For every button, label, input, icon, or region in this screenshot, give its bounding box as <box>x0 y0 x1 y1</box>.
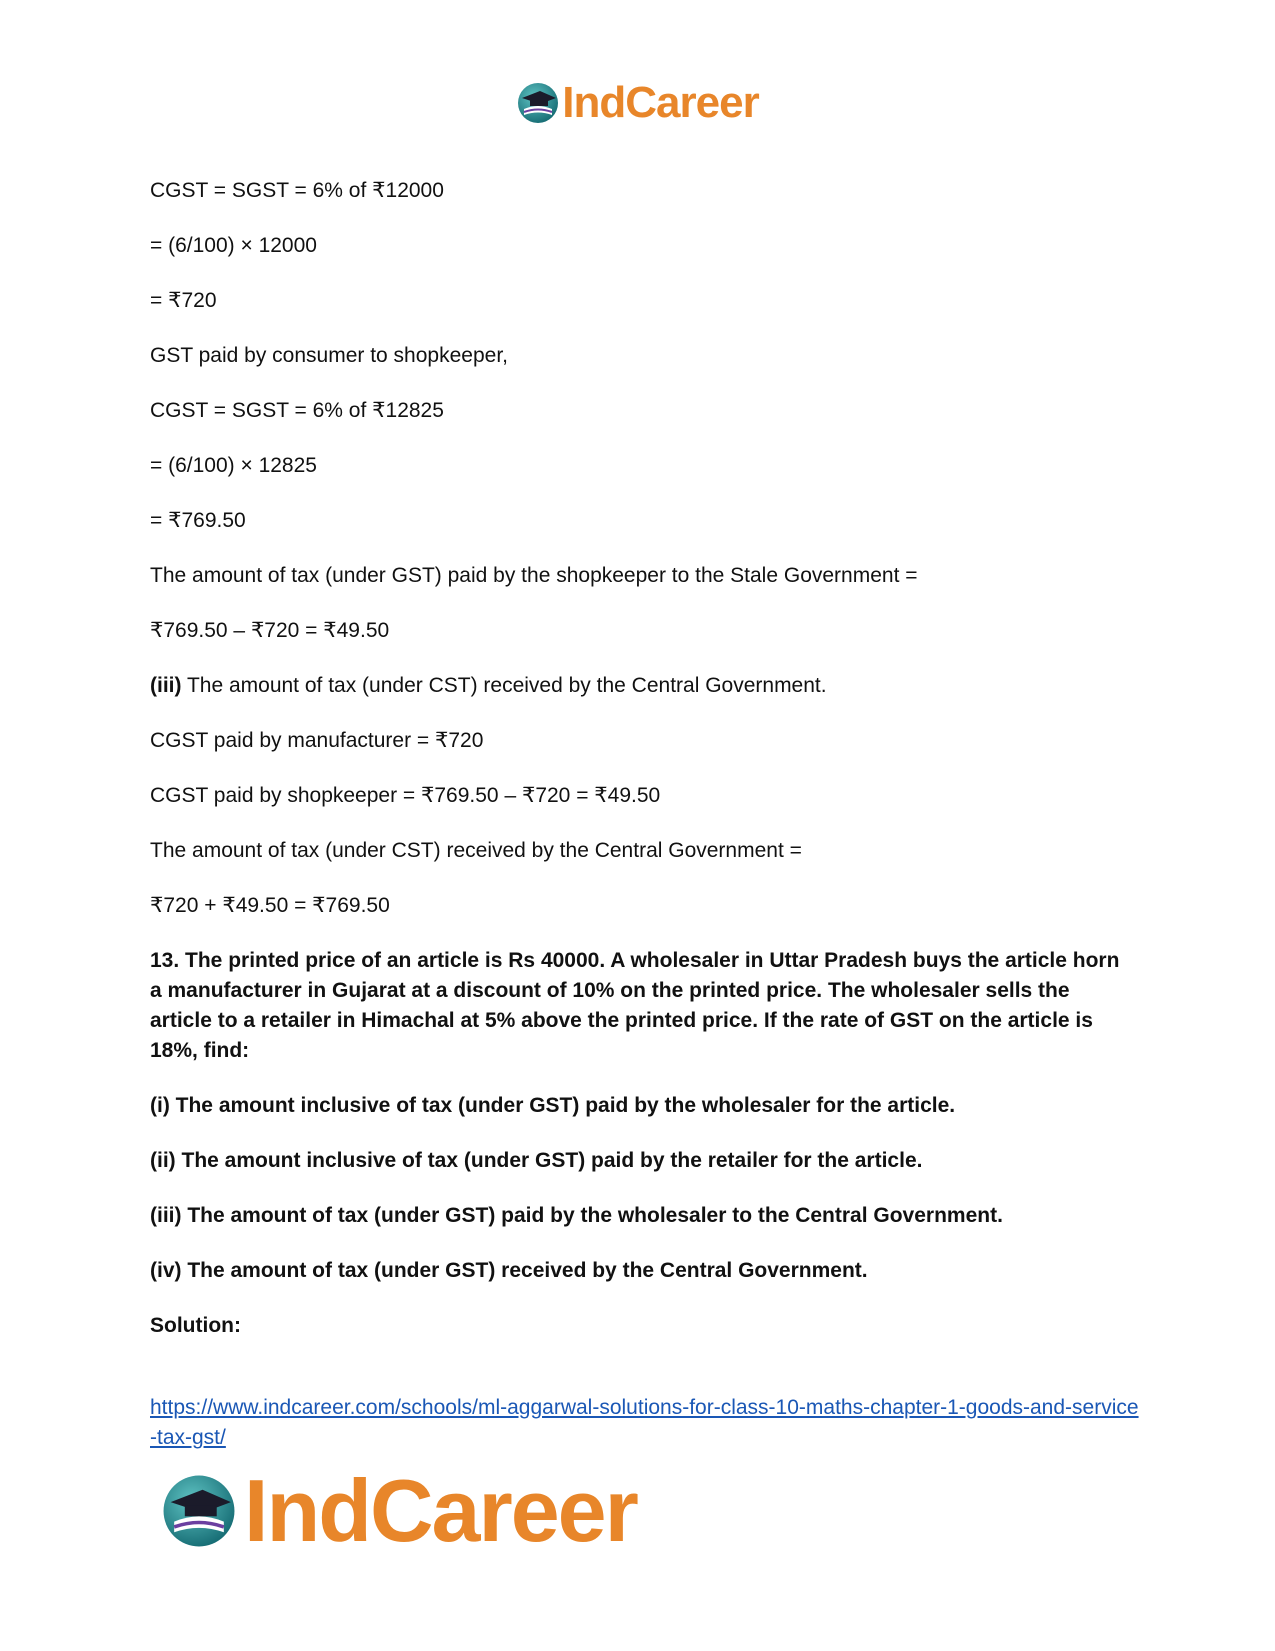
footer-logo <box>160 1460 637 1562</box>
logo-wordmark: IndCareer <box>244 1461 637 1560</box>
text-line: ₹769.50 – ₹720 = ₹49.50 <box>150 619 390 642</box>
text-line: The amount of tax (under CST) received by the Central Government = <box>150 839 802 862</box>
subpart-item: (iii) The amount of tax (under GST) paid by the wholesaler to the Central Government. <box>150 1204 1003 1227</box>
text-line: = (6/100) × 12000 <box>150 234 317 257</box>
text-line: GST paid by consumer to shopkeeper, <box>150 344 508 367</box>
text-line: = ₹720 <box>150 289 217 312</box>
document-body <box>150 176 1130 1366</box>
text-line: CGST paid by shopkeeper = ₹769.50 – ₹720 = ₹49.50 <box>150 784 661 807</box>
solution-label: Solution: <box>150 1314 241 1337</box>
text-line: CGST = SGST = 6% of ₹12000 <box>150 179 444 202</box>
question-13: 13. The printed price of an article is Rs 40000. A wholesaler in Uttar Pradesh buys the article horn a manufacturer in Gujarat at a discount of 10% on the printed price. The wholesaler sells the article to a retailer in Himachal at 5% above the printed price. If the rate of GST on the article is 18%, find: <box>150 949 1120 1062</box>
logo-wordmark: IndCareer <box>562 78 759 127</box>
part-text: The amount of tax (under CST) received by the Central Government. <box>181 674 827 697</box>
part-iii-heading <box>150 671 1130 701</box>
text-line: = (6/100) × 12825 <box>150 454 317 477</box>
graduation-cap-icon <box>160 1472 238 1550</box>
text-line: = ₹769.50 <box>150 509 246 532</box>
text-line: ₹720 + ₹49.50 = ₹769.50 <box>150 894 390 917</box>
text-line: CGST = SGST = 6% of ₹12825 <box>150 399 444 422</box>
text-line: The amount of tax (under GST) paid by the shopkeeper to the Stale Government = <box>150 564 918 587</box>
subpart-item: (i) The amount inclusive of tax (under GST) paid by the wholesaler for the article. <box>150 1094 956 1117</box>
subpart-item: (iv) The amount of tax (under GST) received by the Central Government. <box>150 1259 868 1282</box>
graduation-cap-icon <box>516 81 560 125</box>
subpart-item: (ii) The amount inclusive of tax (under GST) paid by the retailer for the article. <box>150 1149 923 1172</box>
part-label: (iii) <box>150 674 182 697</box>
header-logo <box>0 78 1275 128</box>
text-line: CGST paid by manufacturer = ₹720 <box>150 729 484 752</box>
source-link[interactable]: https://www.indcareer.com/schools/ml-aggarwal-solutions-for-class-10-maths-chapter-1-goods-and-service-tax-gst/ <box>150 1396 1139 1449</box>
